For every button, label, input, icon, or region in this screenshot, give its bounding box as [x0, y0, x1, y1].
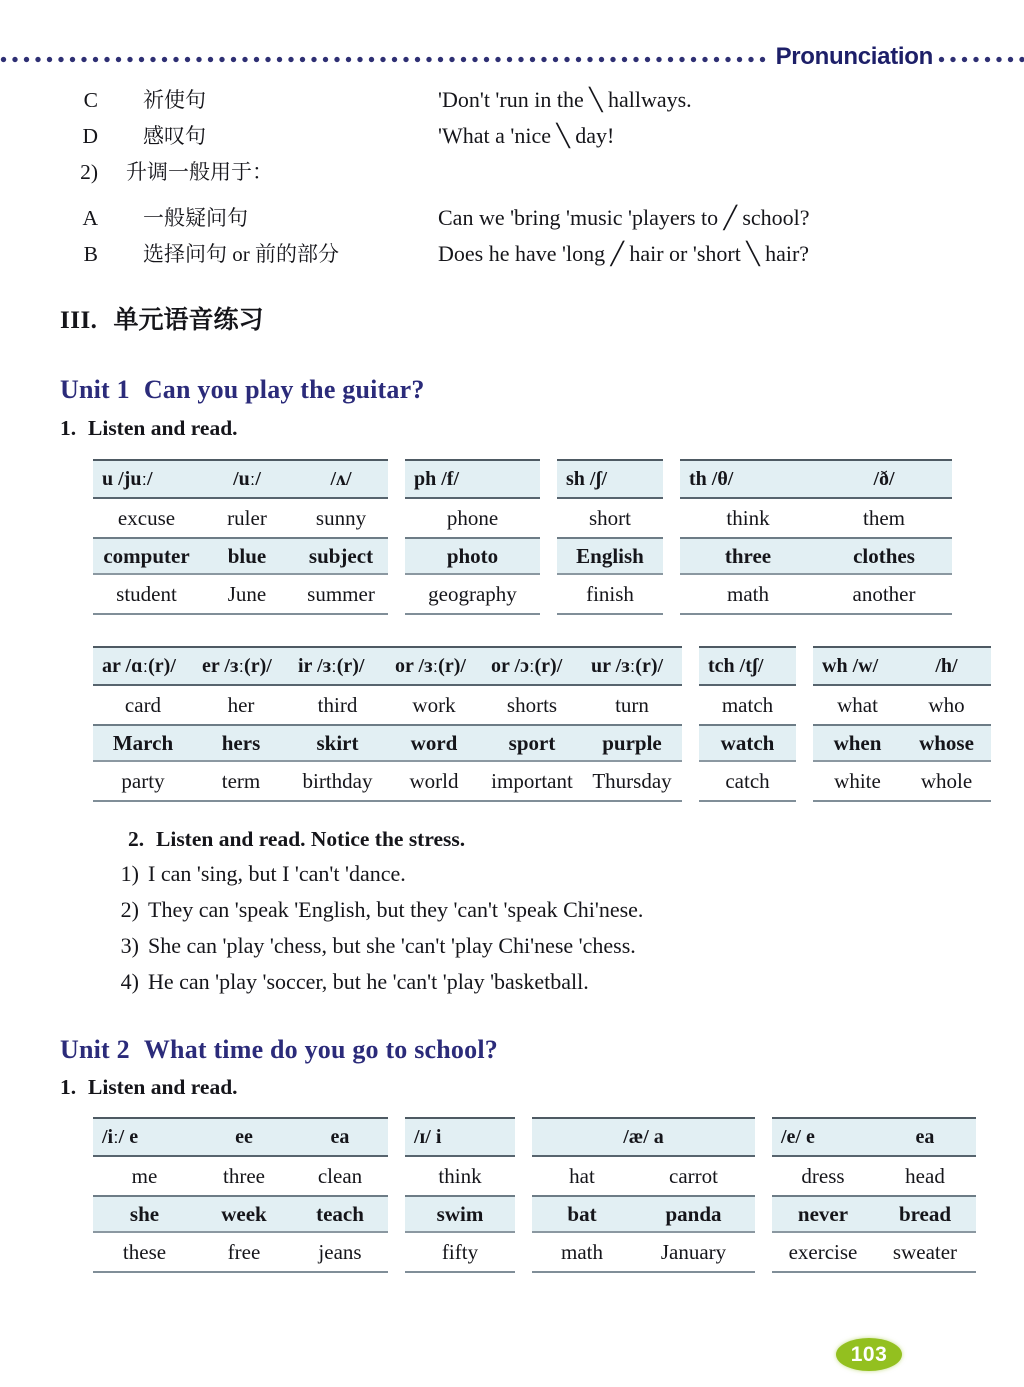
page-number-badge: 103: [836, 1338, 902, 1371]
table-row: [680, 499, 952, 537]
table-cell-word: June: [227, 581, 267, 606]
unit1-task1: [60, 416, 238, 441]
unit2-task1: [60, 1075, 238, 1100]
table-cell-word: third: [317, 692, 358, 717]
table-cell-word: purple: [602, 730, 662, 755]
table-cell-word: birthday: [302, 768, 373, 793]
table-row: [93, 1195, 388, 1233]
table-cell-word: sport: [508, 730, 556, 755]
table-header-cell: or /ɜː(r)/: [395, 654, 466, 677]
table-cell-word: Thursday: [592, 768, 672, 793]
table-cell-word: whose: [919, 730, 974, 755]
unit2-heading-label: Unit 2: [60, 1035, 130, 1064]
unit1-task1-text: Listen and read.: [88, 416, 238, 440]
table-cell-word: party: [121, 768, 165, 793]
table-cell-word: her: [227, 692, 255, 717]
table-cell-word: hers: [221, 730, 261, 755]
stress-sentence-text: I can 'sing, but I 'can't 'dance.: [148, 861, 406, 886]
table-cell-word: short: [589, 505, 631, 530]
table-cell-word: watch: [720, 730, 775, 755]
table-cell-word: card: [124, 692, 162, 717]
table-cell-word: work: [412, 692, 456, 717]
table-row: [93, 537, 388, 575]
table-row: [813, 686, 991, 724]
table-header-cell: ir /ɜː(r)/: [298, 654, 365, 677]
table-cell-word: March: [112, 730, 174, 755]
table-group: [772, 1117, 976, 1273]
intonation-row-example: 'Don't 'run in the ╲ hallways.: [438, 87, 692, 112]
table-row: [813, 724, 991, 762]
intonation-row: [0, 156, 1024, 192]
unit1-task2: [128, 827, 465, 852]
table-header-cell: /æ/ a: [623, 1125, 664, 1148]
table-header-row: [93, 461, 388, 499]
intonation-row-label: 选择问句 or 前的部分: [143, 242, 339, 266]
table-row: [699, 724, 796, 762]
spacer: [0, 192, 1024, 202]
stress-sentence-number: 3): [120, 933, 139, 958]
table-row: [405, 1157, 515, 1195]
intonation-row-label: 一般疑问句: [143, 206, 248, 230]
unit2-heading: [60, 1035, 498, 1065]
table-cell-word: skirt: [316, 730, 359, 755]
table-header-cell: ur /ɜː(r)/: [591, 654, 664, 677]
table-cell-word: when: [833, 730, 882, 755]
table-row: [772, 1195, 976, 1233]
intonation-row-example: Can we 'bring 'music 'players to ╱ school?: [438, 205, 810, 230]
table-cell-word: finish: [586, 581, 634, 606]
table-cell-word: white: [834, 768, 881, 793]
table-header-cell: ea: [915, 1125, 935, 1148]
table-row: [93, 762, 682, 800]
stress-sentence-text: He can 'play 'soccer, but he 'can't 'play 'basketball.: [148, 969, 589, 994]
table-header-cell: /uː/: [233, 467, 261, 490]
table-header-cell: /ɪ/ i: [414, 1125, 442, 1148]
table-header-cell: ar /ɑː(r)/: [102, 654, 176, 677]
unit1-stress-sentences: [0, 861, 1024, 1005]
table-cell-word: clothes: [853, 543, 915, 568]
intonation-row-label: 祈使句: [143, 88, 206, 112]
table-header-row: [680, 461, 952, 499]
table-group: [93, 646, 682, 802]
table-cell-word: head: [905, 1163, 945, 1188]
table-cell-word: term: [221, 768, 261, 793]
table-header-row: [772, 1119, 976, 1157]
table-cell-word: week: [221, 1201, 267, 1226]
table-cell-word: hat: [569, 1163, 595, 1188]
table-cell-word: January: [660, 1239, 727, 1264]
table-row: [93, 1233, 388, 1271]
stress-sentence: [0, 969, 1024, 1005]
table-header-row: [699, 648, 796, 686]
table-cell-word: think: [726, 505, 770, 530]
table-header-cell: er /ɜː(r)/: [202, 654, 272, 677]
table-cell-word: phone: [446, 505, 499, 530]
table-group: [405, 1117, 515, 1273]
table-cell-word: she: [129, 1201, 160, 1226]
table-cell-word: subject: [308, 543, 374, 568]
table-cell-word: who: [928, 692, 965, 717]
table-cell-word: catch: [725, 768, 770, 793]
unit2-task1-number: 1.: [60, 1075, 77, 1099]
stress-sentence-number: 2): [120, 897, 139, 922]
table-cell-word: English: [576, 543, 644, 568]
table-header-cell: ph /f/: [414, 467, 460, 490]
table-cell-word: never: [797, 1201, 849, 1226]
unit1-word-table-2: [93, 646, 991, 802]
table-header-cell: wh /w/: [822, 654, 879, 677]
table-cell-word: jeans: [318, 1239, 362, 1264]
table-group: [680, 459, 952, 615]
table-cell-word: clean: [317, 1163, 363, 1188]
intonation-row: [0, 84, 1024, 120]
section-heading-numeral: III.: [60, 307, 98, 334]
unit1-heading-title: Can you play the guitar?: [143, 375, 425, 404]
intonation-list: [0, 84, 1024, 274]
dotted-rule-left: [0, 56, 771, 63]
table-cell-word: math: [561, 1239, 603, 1264]
table-cell-word: math: [727, 581, 769, 606]
unit2-task1-text: Listen and read.: [88, 1075, 238, 1099]
table-cell-word: three: [724, 543, 772, 568]
table-row: [93, 499, 388, 537]
intonation-row: [0, 202, 1024, 238]
table-cell-word: think: [438, 1163, 482, 1188]
intonation-row: [0, 120, 1024, 156]
unit2-word-table-1: [93, 1117, 976, 1273]
table-header-row: [405, 1119, 515, 1157]
table-header-cell: tch /tʃ/: [708, 654, 764, 677]
table-cell-word: me: [131, 1163, 158, 1188]
running-head-title: Pronunciation: [775, 43, 933, 70]
table-header-cell: /h/: [935, 654, 958, 677]
intonation-row-marker: 2): [80, 160, 98, 184]
table-cell-word: match: [721, 692, 774, 717]
table-cell-word: sweater: [892, 1239, 958, 1264]
stress-sentence-number: 1): [120, 861, 139, 886]
table-row: [93, 686, 682, 724]
table-cell-word: important: [491, 768, 573, 793]
table-header-cell: ea: [330, 1125, 350, 1148]
table-header-cell: th /θ/: [689, 467, 734, 490]
intonation-row-example: Does he have 'long ╱ hair or 'short ╲ hair?: [438, 241, 810, 266]
table-header-cell: or /ɔː(r)/: [491, 654, 563, 677]
table-header-cell: ee: [235, 1125, 253, 1148]
unit1-task2-text: Listen and read. Notice the stress.: [156, 827, 466, 851]
intonation-row-marker: A: [82, 206, 98, 230]
table-row: [557, 537, 663, 575]
table-cell-word: geography: [428, 581, 517, 606]
table-header-cell: sh /ʃ/: [566, 467, 608, 490]
table-cell-word: bread: [898, 1201, 952, 1226]
table-row: [680, 575, 952, 613]
unit2-heading-title: What time do you go to school?: [143, 1035, 498, 1064]
table-row: [813, 762, 991, 800]
unit1-heading: [60, 375, 425, 405]
table-group: [699, 646, 796, 802]
section-heading-text: 单元语音练习: [113, 307, 264, 334]
table-cell-word: blue: [227, 543, 267, 568]
table-row: [532, 1233, 755, 1271]
table-row: [699, 762, 796, 800]
table-header-cell: u /juː/: [102, 467, 153, 490]
table-header-row: [93, 1119, 388, 1157]
stress-sentence: [0, 897, 1024, 933]
dotted-rule-right: [938, 56, 1024, 63]
table-cell-word: them: [863, 505, 905, 530]
table-cell-word: carrot: [669, 1163, 718, 1188]
table-row: [405, 575, 540, 613]
intonation-row: [0, 238, 1024, 274]
intonation-row-label: 感叹句: [143, 124, 206, 148]
table-group: [93, 1117, 388, 1273]
table-row: [405, 537, 540, 575]
table-row: [532, 1157, 755, 1195]
unit1-heading-label: Unit 1: [60, 375, 130, 404]
table-header-cell: /ð/: [873, 467, 895, 490]
table-cell-word: what: [837, 692, 878, 717]
table-cell-word: world: [409, 768, 459, 793]
table-cell-word: bat: [567, 1201, 597, 1226]
intonation-row-example: 'What a 'nice ╲ day!: [438, 123, 615, 148]
table-row: [93, 1157, 388, 1195]
table-row: [772, 1157, 976, 1195]
table-row: [699, 686, 796, 724]
table-row: [405, 499, 540, 537]
unit1-word-table-1: [93, 459, 952, 615]
table-group: [93, 459, 388, 615]
table-header-cell: /e/ e: [781, 1125, 815, 1148]
table-cell-word: summer: [307, 581, 375, 606]
table-row: [93, 724, 682, 762]
section-heading: [60, 300, 263, 336]
table-cell-word: these: [122, 1239, 167, 1264]
table-cell-word: shorts: [506, 692, 558, 717]
table-cell-word: excuse: [117, 505, 176, 530]
table-cell-word: computer: [103, 543, 190, 568]
table-cell-word: sunny: [315, 505, 367, 530]
table-group: [557, 459, 663, 615]
stress-sentence-number: 4): [120, 969, 139, 994]
stress-sentence: [0, 933, 1024, 969]
unit1-task2-number: 2.: [128, 827, 145, 851]
table-cell-word: exercise: [788, 1239, 858, 1264]
table-cell-word: teach: [316, 1201, 364, 1226]
table-group: [532, 1117, 755, 1273]
table-header-row: [405, 461, 540, 499]
stress-sentence-text: She can 'play 'chess, but she 'can't 'play Chi'nese 'chess.: [148, 933, 636, 958]
table-header-row: [532, 1119, 755, 1157]
table-cell-word: whole: [920, 768, 973, 793]
table-cell-word: word: [410, 730, 458, 755]
intonation-row-marker: C: [83, 88, 98, 112]
table-row: [405, 1195, 515, 1233]
table-row: [93, 575, 388, 613]
table-cell-word: student: [116, 581, 177, 606]
table-row: [772, 1233, 976, 1271]
table-cell-word: panda: [665, 1201, 722, 1226]
intonation-row-marker: B: [83, 242, 98, 266]
table-header-row: [813, 648, 991, 686]
table-header-cell: /iː/ e: [102, 1125, 139, 1148]
table-cell-word: another: [852, 581, 916, 606]
table-row: [532, 1195, 755, 1233]
table-cell-word: free: [227, 1239, 261, 1264]
unit1-task1-number: 1.: [60, 416, 77, 440]
stress-sentence: [0, 861, 1024, 897]
table-group: [405, 459, 540, 615]
table-group: [813, 646, 991, 802]
table-header-row: [93, 648, 682, 686]
table-cell-word: dress: [801, 1163, 845, 1188]
table-header-row: [557, 461, 663, 499]
table-cell-word: photo: [446, 543, 499, 568]
table-row: [557, 575, 663, 613]
table-cell-word: three: [223, 1163, 265, 1188]
table-row: [405, 1233, 515, 1271]
table-cell-word: fifty: [441, 1239, 479, 1264]
table-cell-word: ruler: [227, 505, 267, 530]
table-header-cell: /ʌ/: [330, 467, 352, 490]
table-row: [680, 537, 952, 575]
stress-sentence-text: They can 'speak 'English, but they 'can't 'speak Chi'nese.: [148, 897, 644, 922]
intonation-row-label: 升调一般用于：: [126, 160, 273, 184]
table-row: [557, 499, 663, 537]
intonation-row-marker: D: [82, 124, 98, 148]
running-head: [0, 44, 1024, 74]
table-cell-word: turn: [615, 692, 649, 717]
table-cell-word: swim: [436, 1201, 484, 1226]
